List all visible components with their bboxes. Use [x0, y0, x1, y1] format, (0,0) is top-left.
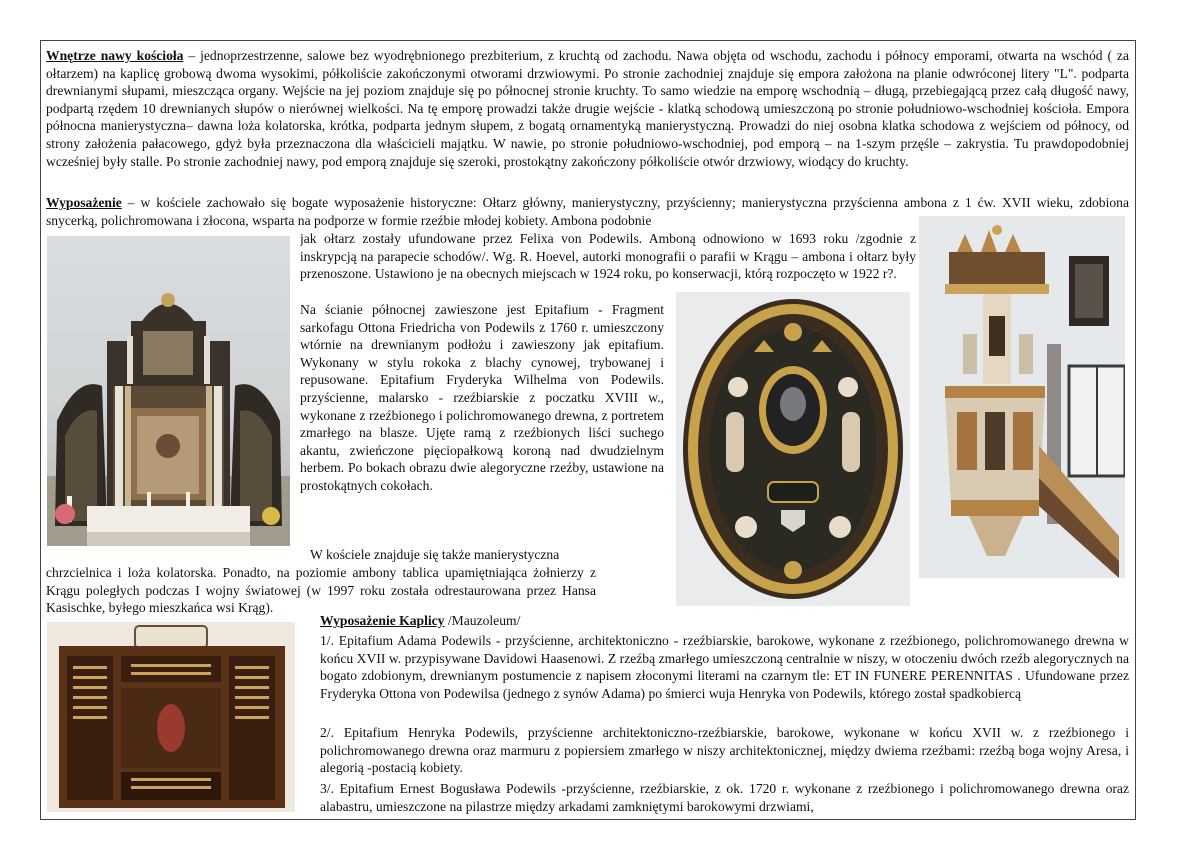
- heading-nave-interior: Wnętrze nawy kościoła: [46, 48, 184, 63]
- epitaph-photo: [676, 292, 910, 606]
- nave-interior-text: – jednoprzestrzenne, salowe bez wyodrębnionego prezbiterium, z kruchtą od zachodu. Nawa objęta od wschodu, zachodu i północy emporami, otwarta na wschód ( za ołtarzem) na kaplicę grobową dwoma wysokimi, półkoliście zakończonymi otworami drzwiowymi. Po stronie zachodniej znajduje się empora założona na planie odwróconej litery "L". podparta drewnianymi słupami, mieszcząca organy. Wejście na jej poziom znajduje się po północnej stronie kruchty. To samo wiedzie na emporę wschodnią – długą, przebiegającą przez całą długość nawy, podpartą rzędem 10 drewnianych słupów o nierównej wielkości. Na tę emporę prowadzi także drugie wejście - klatką schodową umieszczoną po stronie południowo-wschodniej kościoła. Empora północna manierystyczna– dawna loża kolatorska, krótka, podparta jednym słupem, z bogatą ornamentyką manierystyczną. Prowadzi do niej osobna klatka schodowa z wejściem od północy, od strony założenia pałacowego, gdyż była przeznaczona dla właścicieli majątku. W nawie, po stronie południowo-wschodniej, pod emporą – na 1-szym przęśle – zakrystia. Tu prawdopodobniej wcześniej były stalle. Po stronie zachodniej nawy, pod emporą znajduje się szeroki, prostokątny zakończony półkoliście otwór drzwiowy, wiodący do kruchty.: [46, 48, 1129, 169]
- altar-image: [47, 236, 290, 546]
- chapel-item-1: [320, 632, 1129, 702]
- furnishings-tail: [46, 564, 596, 617]
- chapel-item-2: [320, 724, 1129, 777]
- heading-furnishings: Wyposażenie: [46, 195, 122, 210]
- furnishings-col-a-text: jak ołtarz zostały ufundowane przez Felixa von Podewils. Amboną odnowiono w 1693 roku /zgodnie z inskrypcją na parapecie schodów/. Wg. R. Hoevel, autorki monografii o parafii w Krągu – ambona i ołtarz były przenoszone. Ustawiono je na obecnych miejscach w 1924 roku, po konserwacji, którą rozpoczęto w 1922 r?.: [300, 231, 916, 282]
- chapel-epitaph-image: [47, 622, 295, 812]
- section-chapel-heading: [320, 612, 1120, 630]
- section-nave-interior: [46, 47, 1129, 170]
- epitaph-image: [676, 292, 910, 606]
- heading-chapel: Wyposażenie Kaplicy: [320, 613, 445, 628]
- chapel-item-3-text: 3/. Epitafium Ernest Bogusława Podewils -przyścienne, rzeźbiarskie, z ok. 1720 r. wykonane z rzeźbionego i polichromowanego drewna oraz alabastru, umieszczone na pilastrze między arkadami zamkniętymi barokowymi drzwiami,: [320, 781, 1129, 814]
- furnishings-col-c-text: W kościele znajduje się także manierystyczna: [310, 547, 560, 562]
- furnishings-col-b: [300, 301, 664, 547]
- heading-chapel-suffix: /Mauzoleum/: [444, 613, 521, 628]
- furnishings-col-c: [300, 546, 664, 564]
- chapel-epitaph-photo: [47, 622, 295, 812]
- furnishings-col-a: [300, 230, 916, 301]
- chapel-item-1-text: 1/. Epitafium Adama Podewils - przyścienne, architektoniczno - rzeźbiarskie, barokowe, wykonane z rzeźbionego, polichromowanego drewna w końcu XVII w. przypisywane Davidowi Haasenowi. Z rzeźbą zmarłego umieszczoną centralnie w niszy, w otoczeniu dwóch rzeźb alegorycznych na bogato zdobionym, drewnianym postumencie z napisem złoconymi literami na czarnym tle: ET IN FUNERE PERENNITAS . Ufundowane przez Fryderyka Ottona von Podewilsa (jednego z synów Adama) po śmierci wuja Henryka von Podewils, którego został spadkobiercą: [320, 633, 1129, 701]
- furnishings-tail-text: chrzcielnica i loża kolatorska. Ponadto, na poziomie ambony tablica upamiętniająca żołnierzy z Krągu poległych podczas I wojny światowej (w 1997 roku została odrestaurowana przez Hansa Kasischke, byłego mieszkańca wsi Krąg).: [46, 565, 596, 616]
- pulpit-photo: [919, 216, 1125, 578]
- chapel-item-2-text: 2/. Epitafium Henryka Podewils, przyścienne architektoniczno-rzeźbiarskie, barokowe, wykonane w końcu XVII w. z rzeźbionego i polichromowanego drewna oraz marmuru z popiersiem zmarłego w niszy architektonicznej, między dwiema rzeźbami: rzeźbą boga wojny Aresa, i alegorią -postacią kobiety.: [320, 725, 1129, 776]
- furnishings-intro-text: – w kościele zachowało się bogate wyposażenie historyczne: Ołtarz główny, manierystyczny, przyścienny; manierystyczna przyścienna ambona z 1 ćw. XVII wieku, zdobiona snycerką, polichromowana i złocona, wsparta na podporze w formie rzeźbie młodej kobiety. Ambona podobnie: [46, 195, 1129, 228]
- chapel-item-3: [320, 780, 1129, 815]
- furnishings-col-b-text: Na ścianie północnej zawieszone jest Epitafium - Fragment sarkofagu Ottona Friedricha von Podewils z 1760 r. umieszczony wtórnie na drewnianym podłożu i zawieszony jak epitafium. Wykonany w stylu rokoka z blachy cynowej, trybowanej i repusowane. Epitafium Fryderyka Wilhelma von Podewils. przyścienne, malarsko - rzeźbiarskie z poczatku XVIII w., wykonane z rzeźbionego i polichromowanego drewna, z portretem zmarłego na blasze. Ujęte ramą z rzeźbionych liści suchego akantu, zwieńczone pięciopałkową koroną nad dwudzielnym herbem. Po bokach obrazu dwie alegoryczne rzeźby, ustawione na prostokątnych cokołach.: [300, 302, 664, 493]
- pulpit-image: [919, 216, 1125, 578]
- altar-photo: [47, 236, 290, 546]
